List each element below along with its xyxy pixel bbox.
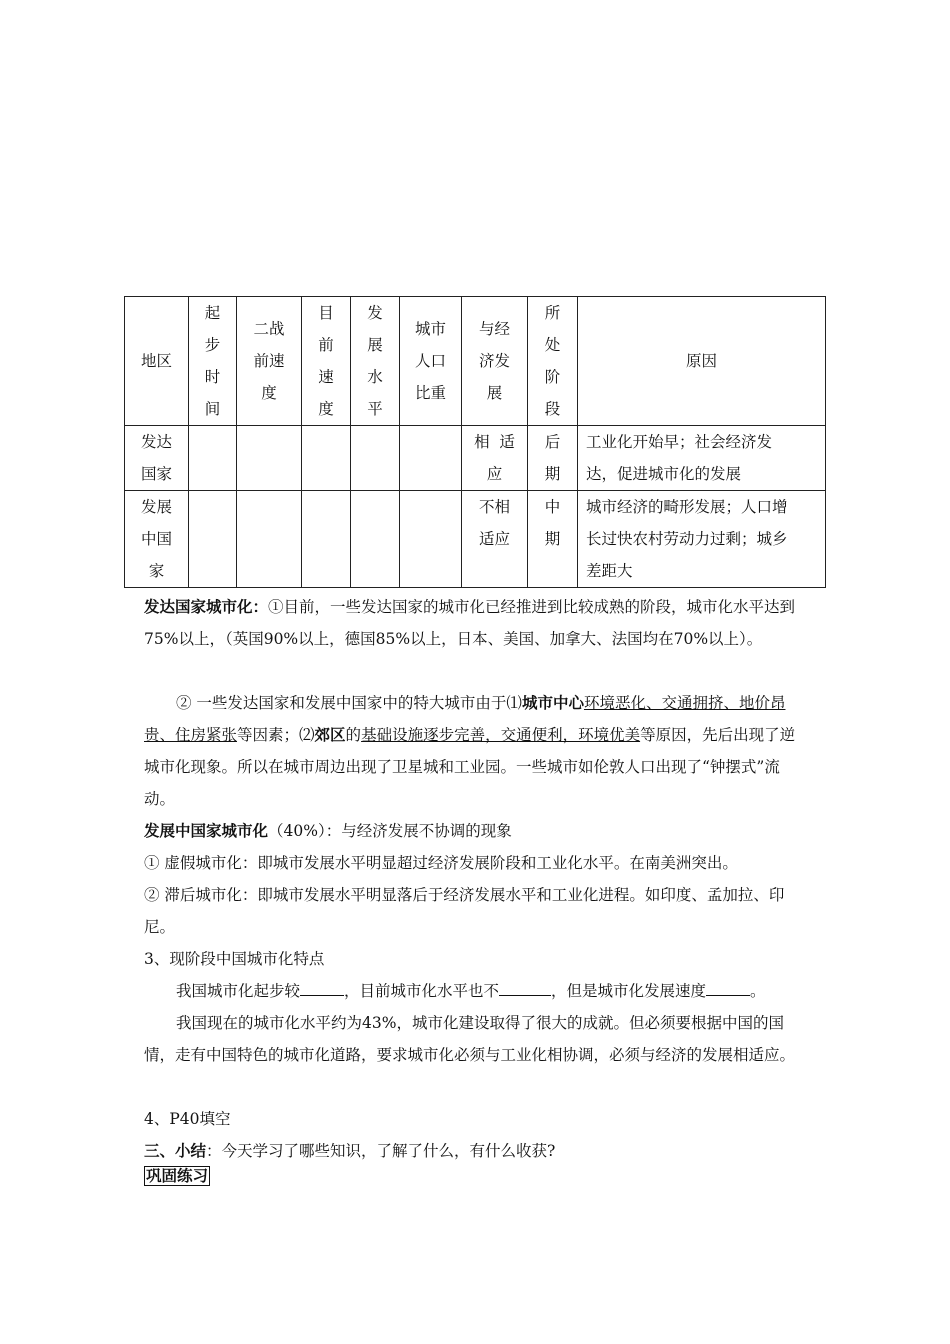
header-region: 地区	[125, 297, 189, 426]
text-span: 。	[750, 982, 766, 1000]
header-start-time: 起 步 时 间	[189, 297, 237, 426]
header-dev-level: 发 展 水 平	[351, 297, 400, 426]
section-heading-exercises	[144, 1160, 808, 1192]
cell-stage: 后 期	[528, 426, 578, 491]
blank-line[interactable]	[300, 979, 344, 996]
cell-empty	[237, 426, 302, 491]
paragraph-false-urbanization: ① 虚假城市化：即城市发展水平明显超过经济发展阶段和工业化水平。在南美洲突出。	[144, 854, 738, 872]
cell-empty	[400, 491, 462, 588]
text-span: （40%）	[268, 822, 326, 840]
header-prewar-speed: 二战 前速 度	[237, 297, 302, 426]
text-span: ：与经济发展不协调的现象	[325, 822, 512, 840]
paragraph-title: 发达国家城市化：	[144, 598, 269, 616]
underlined-text: 基础设施逐步完善，交通便利，环境优美	[361, 726, 641, 744]
table-row	[125, 426, 826, 491]
cell-region: 发展 中国 家	[125, 491, 189, 588]
paragraph-title: 三、小结	[144, 1142, 207, 1160]
header-econ-relation: 与经 济发 展	[462, 297, 528, 426]
paragraph-developing-urbanization	[144, 815, 808, 847]
table-header-row	[125, 297, 826, 426]
underlined-text: 环境恶化、交通拥挤、地价昂贵、住房紧张	[144, 694, 786, 744]
emphasis-city-center: 城市中心	[521, 694, 584, 712]
section-heading-china: 3、现阶段中国城市化特点	[144, 950, 325, 968]
cell-empty	[351, 426, 400, 491]
cell-empty	[189, 426, 237, 491]
urbanization-comparison-table	[124, 296, 826, 588]
cell-empty	[189, 491, 237, 588]
cell-reason: 工业化开始早；社会经济发 达，促进城市化的发展	[578, 426, 826, 491]
text-span: 等因素；⑵	[237, 726, 315, 744]
cell-reason: 城市经济的畸形发展；人口增 长过快农村劳动力过剩；城乡 差距大	[578, 491, 826, 588]
header-stage: 所 处 阶 段	[528, 297, 578, 426]
header-current-speed: 目 前 速 度	[302, 297, 351, 426]
blank-line[interactable]	[499, 979, 551, 996]
text-span: ② 一些发达国家和发展中国家中的特大城市由于⑴	[176, 694, 522, 712]
cell-stage: 中 期	[528, 491, 578, 588]
cell-empty	[400, 426, 462, 491]
cell-econ-relation: 相 适 应	[462, 426, 528, 491]
text-span: ，但是城市化发展速度	[551, 982, 707, 1000]
text-span: 的	[345, 726, 362, 744]
paragraph-china-current: 我国现在的城市化水平约为43%，城市化建设取得了很大的成就。但必须要根据中国的国情，走有中国特色的城市化道路，要求城市化必须与工业化相协调，必须与经济的发展相适应。	[144, 1014, 796, 1064]
text-span: ：今天学习了哪些知识，了解了什么，有什么收获?	[206, 1142, 556, 1160]
cell-region: 发达 国家	[125, 426, 189, 491]
cell-empty	[237, 491, 302, 588]
text-span: 我国城市化起步较	[176, 982, 301, 1000]
cell-empty	[351, 491, 400, 588]
section-heading-p40: 4、P40填空	[144, 1110, 231, 1128]
paragraph-fill-blanks	[144, 975, 808, 1007]
cell-empty	[302, 491, 351, 588]
cell-empty	[302, 426, 351, 491]
cell-econ-relation: 不相 适应	[462, 491, 528, 588]
blank-line[interactable]	[706, 979, 750, 996]
header-urban-pop: 城市 人口 比重	[400, 297, 462, 426]
text-span: 等原因，先后出现了逆城市化现象。所以在城市周边出现了卫星城和工业园。一些城市如伦敦人口出现了“钟摆式”流动。	[144, 726, 796, 808]
paragraph-developed-urbanization	[144, 591, 808, 655]
paragraph-counter-urbanization	[144, 687, 808, 815]
emphasis-suburb: 郊区	[314, 726, 346, 744]
header-reason: 原因	[578, 297, 826, 426]
paragraph-lagging-urbanization: ② 滞后城市化：即城市发展水平明显落后于经济发展水平和工业化进程。如印度、孟加拉、印尼。	[144, 886, 785, 936]
exercises-label: 巩固练习	[146, 1167, 209, 1185]
text-span: ，目前城市化水平也不	[344, 982, 500, 1000]
paragraph-title: 发展中国家城市化	[144, 822, 269, 840]
table-row	[125, 491, 826, 588]
paragraph-text: ①目前，一些发达国家的城市化已经推进到比较成熟的阶段，城市化水平达到75%以上，（英国90%以上，德国85%以上，日本、美国、加拿大、法国均在70%以上）。	[144, 598, 796, 648]
